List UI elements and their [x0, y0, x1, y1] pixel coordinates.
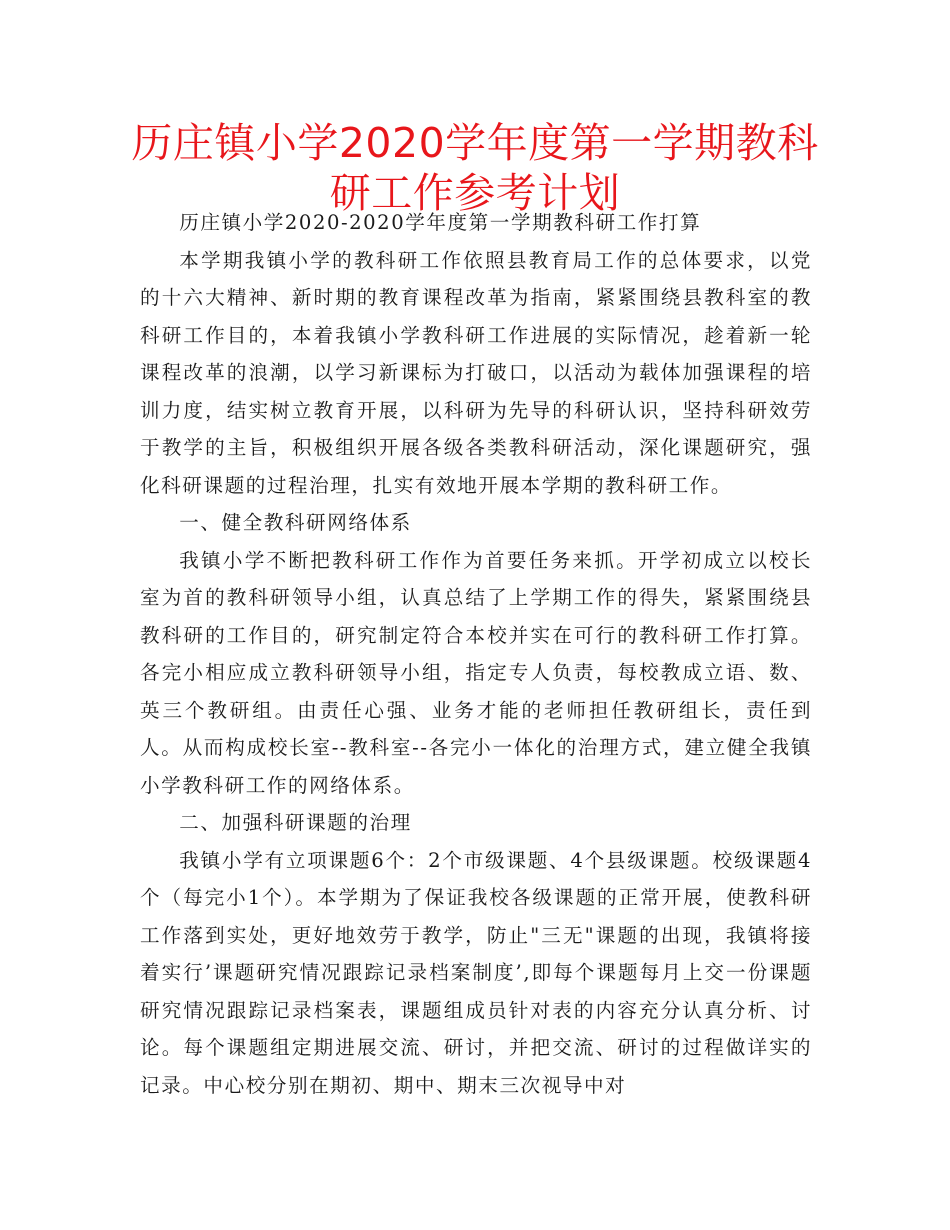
- section-1-paragraph: 我镇小学不断把教科研工作作为首要任务来抓。开学初成立以校长室为首的教科研领导小组，认真总结了上学期工作的得失，紧紧围绕县教科研的工作目的，研究制定符合本校并实在可行的教科研工作打算。各完小相应成立教科研领导小组，指定专人负责，每校教成立语、数、英三个教研组。由责任心强、业务才能的老师担任教研组长，责任到人。从而构成校长室--教科室--各完小一体化的治理方式，建立健全我镇小学教科研工作的网络体系。: [140, 548, 812, 797]
- document-title: 历庄镇小学2020学年度第一学期教科研工作参考计划: [131, 119, 819, 217]
- intro-paragraph: 本学期我镇小学的教科研工作依照县教育局工作的总体要求，以党的十六大精神、新时期的教育课程改革为指南，紧紧围绕县教科室的教科研工作目的，本着我镇小学教科研工作进展的实际情况，趁着新一轮课程改革的浪潮，以学习新课标为打破口，以活动为载体加强课程的培训力度，结实树立教育开展，以科研为先导的科研认识，坚持科研效劳于教学的主旨，积极组织开展各级各类教科研活动，深化课题研究，强化科研课题的过程治理，扎实有效地开展本学期的教科研工作。: [140, 248, 812, 497]
- plan-subtitle: 历庄镇小学2020-2020学年度第一学期教科研工作打算: [179, 211, 702, 234]
- section-heading-2: 二、加强科研课题的治理: [179, 811, 412, 834]
- section-heading-1: 一、健全教科研网络体系: [179, 511, 412, 534]
- document-body: [140, 204, 812, 1104]
- section-2-paragraph: 我镇小学有立项课题6个：2个市级课题、4个县级课题。校级课题4个（每完小1个）。本学期为了保证我校各级课题的正常开展，使教科研工作落到实处，更好地效劳于教学，防止"三无"课题的出现，我镇将接着实行’课题研究情况跟踪记录档案制度’,即每个课题每月上交一份课题研究情况跟踪记录档案表，课题组成员针对表的内容充分认真分析、讨论。每个课题组定期进展交流、研讨，并把交流、研讨的过程做详实的记录。中心校分别在期初、期中、期末三次视导中对: [140, 848, 812, 1097]
